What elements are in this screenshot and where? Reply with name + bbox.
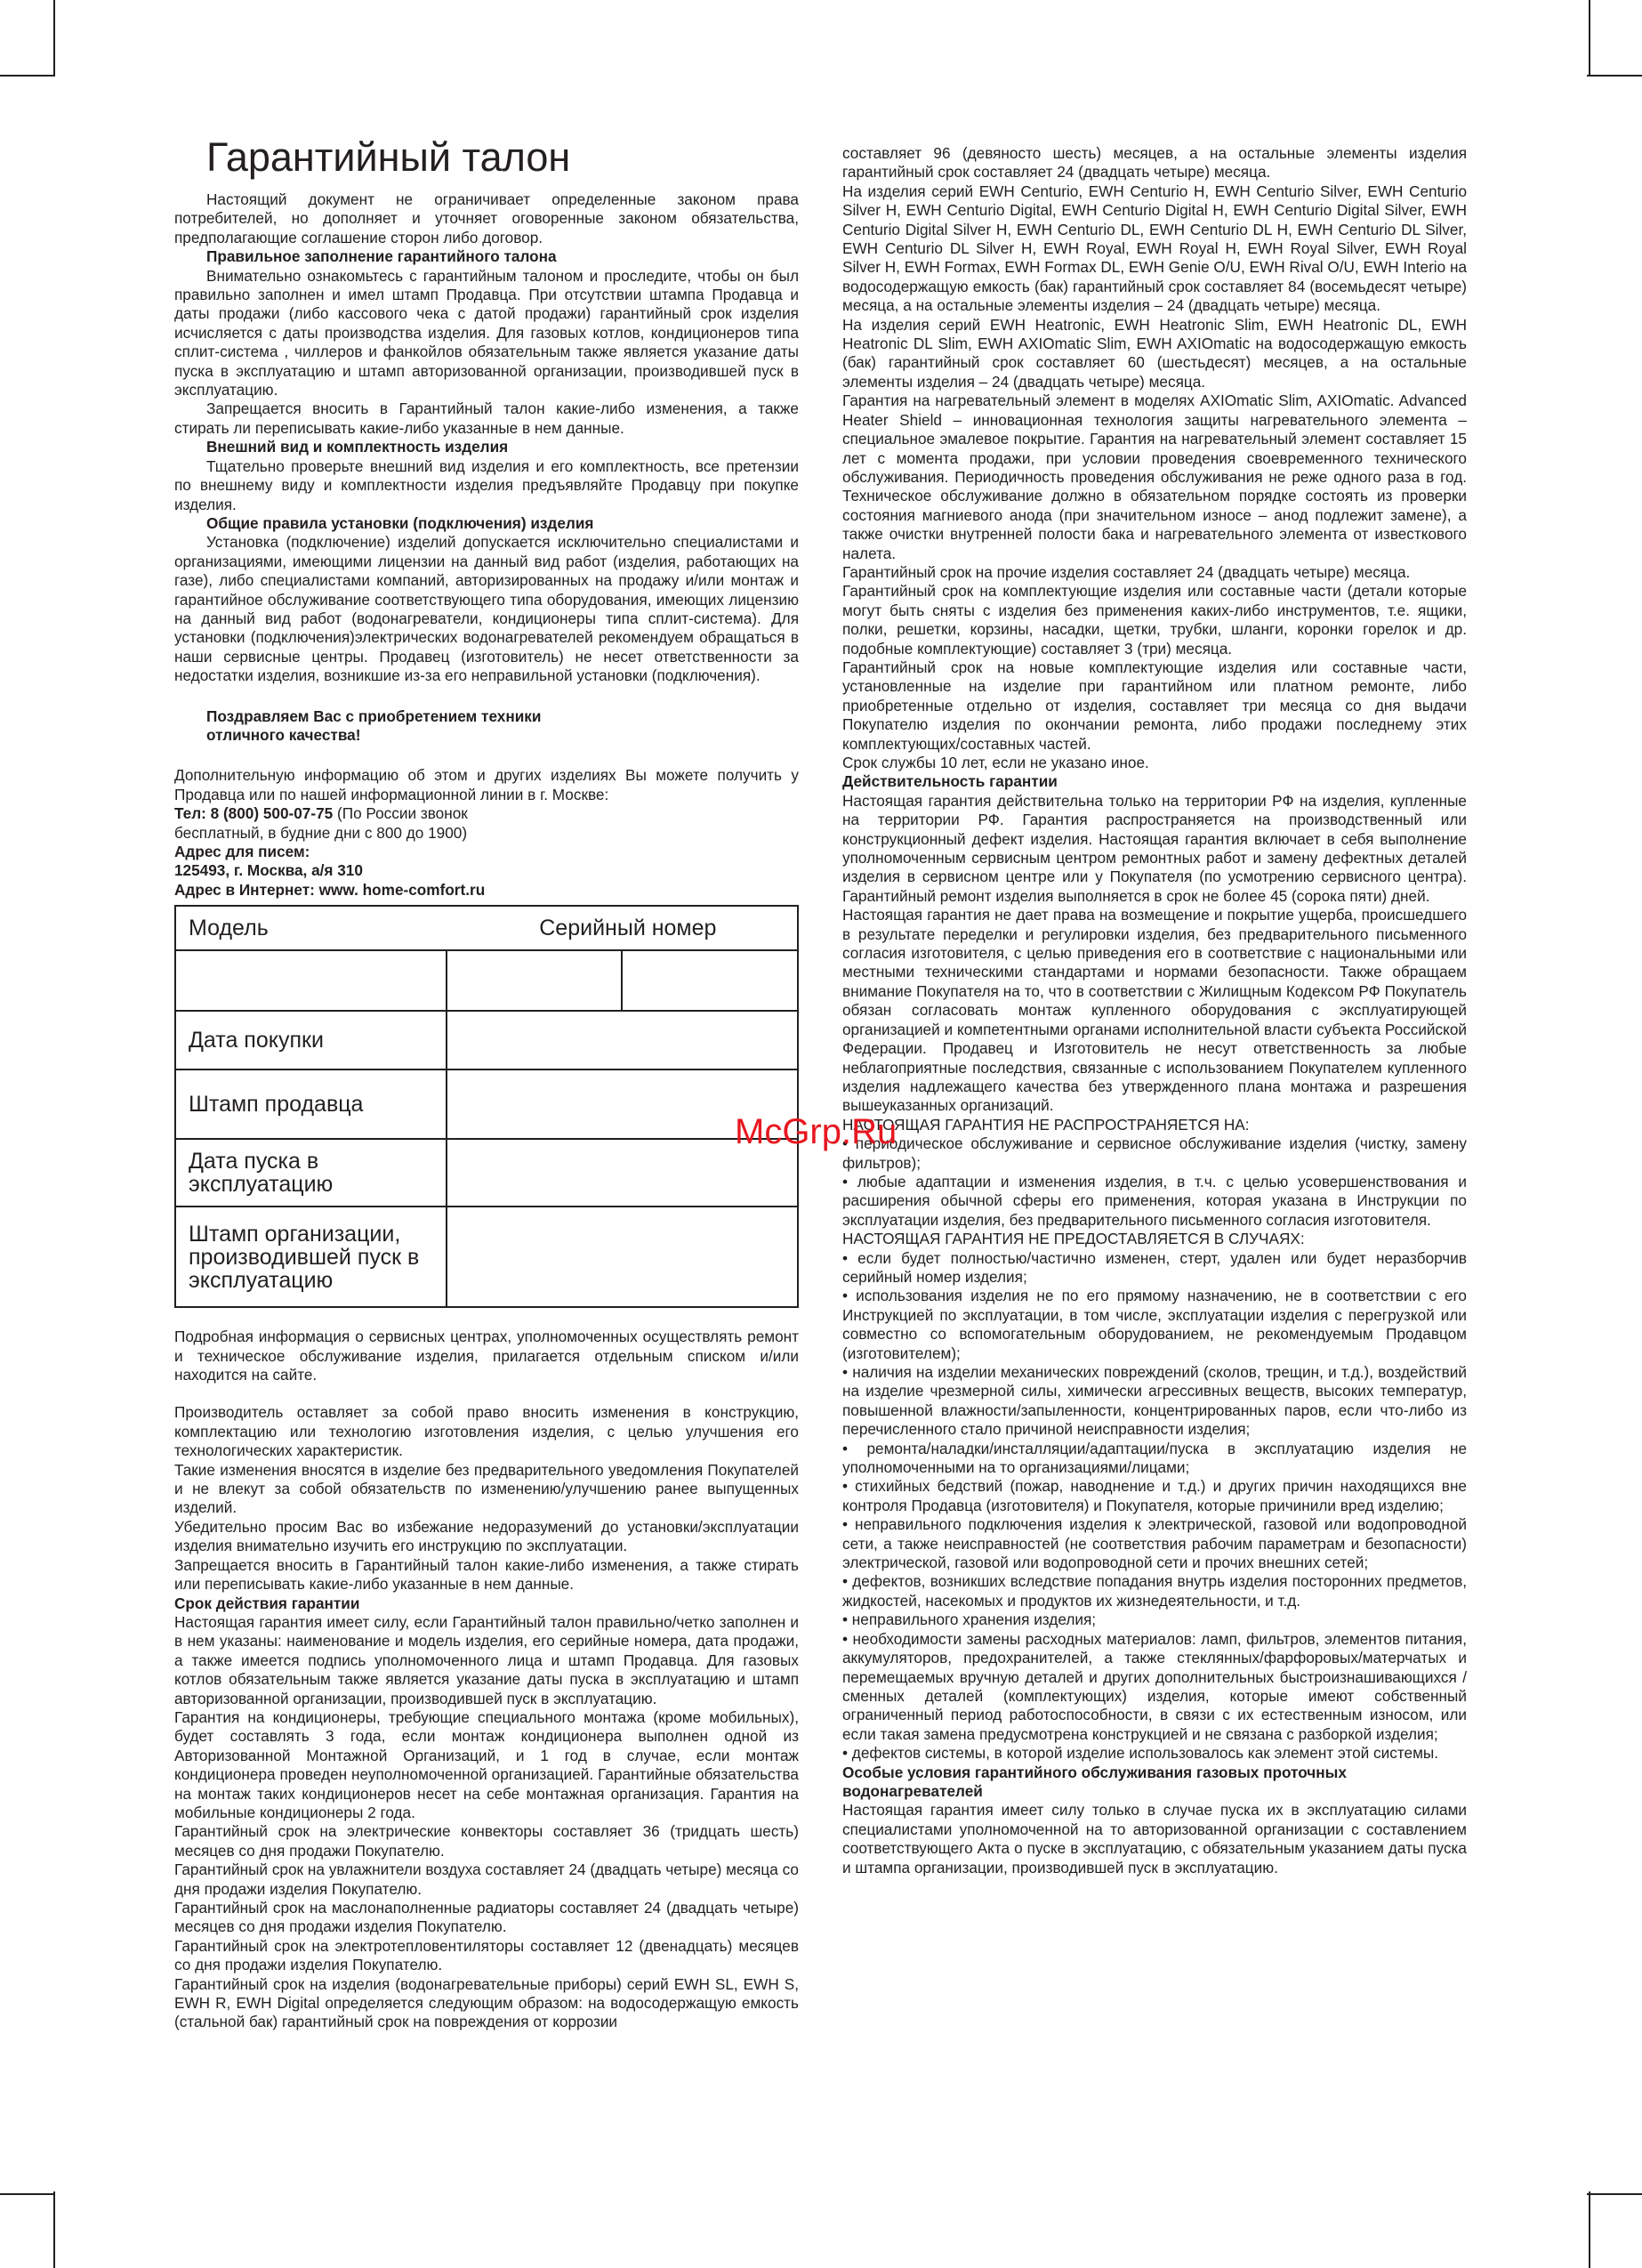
paragraph: Гарантийный срок на электротепловентиляторы составляет 12 (двенадцать) месяцев со дня продажи изделия Покупателю. (174, 1936, 799, 1974)
paragraph: Срок службы 10 лет, если не указано иное. (842, 754, 1149, 771)
paragraph: Убедительно просим Вас во избежание недоразумений до установки/эксплуатации изделия внимательно изучить его инструкцию по эксплуатации. (174, 1517, 799, 1555)
model-label: Модель (175, 906, 447, 950)
list-item: • дефектов системы, в которой изделие использовалось как элемент этой системы. (842, 1744, 1439, 1763)
address: 125493, г. Москва, а/я 310 (174, 861, 363, 880)
paragraph: Гарантийный срок на комплектующие изделия или составные части (детали которые могут быть сняты с изделия без применения каких-либо инструментов, т.е. ящики, полки, решетки, корзины, насадки, щетки, трубки, шланги, коронки горелок и др. подобные комплектующие) составляет 3 (три) месяца. (842, 582, 1467, 658)
phone-note: (По России звонок (333, 804, 468, 823)
paragraph: Настоящая гарантия действительна только на территории РФ на изделия, купленные на территории РФ. Гарантия распространяется на производственный или конструкционный дефект изделия. Настоящая гарантия включает в себя выполнение уполномоченным сервисным центром ремонтных работ и замену дефектных деталей изделия в сервисном центре или у Покупателя (по усмотрению сервисного центра). Гарантийный ремонт изделия выполняется в срок не более 45 (сорока пяти) дней. (842, 791, 1467, 905)
paragraph: составляет 96 (девяносто шесть) месяцев, а на остальные элементы изделия гарантийный срок составляет 24 (двадцать четыре) месяца. (842, 144, 1467, 182)
paragraph: Гарантийный срок на увлажнители воздуха составляет 24 (двадцать четыре) месяца со дня продажи изделия Покупателю. (174, 1860, 799, 1898)
section-heading: Срок действия гарантии (174, 1594, 360, 1612)
crop-mark (1589, 0, 1590, 77)
paragraph: Подробная информация о сервисных центрах, уполномоченных осуществлять ремонт и техническое обслуживание изделия, прилагается отдельным списком и/или находится на сайте. (174, 1328, 799, 1384)
paragraph: Производитель оставляет за собой право вносить изменения в конструкцию, комплектацию или технологию изготовления изделия, с целью улучшения его технологических характеристик. (174, 1403, 799, 1460)
list-item: • любые адаптации и изменения изделия, в т.ч. с целью усовершенствования и расширения обычной сферы его применения, которая указана в Инструкции по эксплуатации изделия, без предварительного письменного согласия изготовителя. (842, 1172, 1467, 1229)
paragraph: На изделия серий EWH Centurio, EWH Centurio H, EWH Centurio Silver, EWH Centurio Silver H, EWH Centurio Digital, EWH Centurio Digital H, EWH Centurio Digital Silver, EWH Centurio Digital Silver H, EWH Centurio DL, EWH Centurio DL H, EWH Centurio DL Silver, EWH Centurio DL Silver H, EWH Royal, EWH Royal H, EWH Royal Silver, EWH Royal Silver H, EWH Formax, EWH Formax DL, EWH Genie O/U, EWH Rival O/U, EWH Interio на водосодержащую емкость (бак) гарантийный срок составляет 84 (восемьдесят четыре) месяца, а на остальные элементы изделия – 24 (двадцать четыре) месяца. (842, 182, 1467, 315)
list-heading: НАСТОЯЩАЯ ГАРАНТИЯ НЕ РАСПРОСТРАНЯЕТСЯ НА: (842, 1115, 1250, 1134)
paragraph: Внимательно ознакомьтесь с гарантийным талоном и проследите, чтобы он был правильно заполнен и имел штамп Продавца. При отсутствии штампа Продавца и даты продажи (либо кассового чека с датой продажи) гарантийный срок изделия исчисляется с даты производства изделия. Для газовых котлов, кондиционеров типа сплит-система , чиллеров и фанкойлов обязательным также является указание даты пуска в эксплуатацию и штамп авторизованной организации, производившей пуск в эксплуатацию. (174, 266, 799, 400)
list-item: • дефектов, возникших вследствие попадания внутрь изделия посторонних предметов, жидкостей, насекомых и продуктов их жизнедеятельности, и т.д. (842, 1572, 1467, 1610)
section-heading: Особые условия гарантийного обслуживания газовых проточных водонагревателей (842, 1763, 1347, 1800)
seller-stamp-label: Штамп продавца (175, 1069, 447, 1139)
serial-label: Серийный номер (447, 906, 798, 950)
congrats-line: отличного качества! (206, 725, 361, 744)
address-label: Адрес для писем: (174, 843, 310, 860)
paragraph: Гарантийный срок на новые комплектующие изделия или составные части, установленные на изделие при гарантийном или платном ремонте, либо приобретенные отдельно от изделия, составляет три месяца со дня выдачи Покупателю изделия по окончании ремонта, либо продажи последнему этих комплектующих/составных частей. (842, 658, 1467, 753)
paragraph: Гарантийный срок на маслонаполненные радиаторы составляет 24 (двадцать четыре) месяцев со дня продажи изделия Покупателю. (174, 1899, 799, 1936)
paragraph: Запрещается вносить в Гарантийный талон какие-либо изменения, а также стирать или переписывать какие-либо указанные в нем данные. (174, 1555, 799, 1594)
crop-mark (0, 2193, 55, 2195)
crop-mark (53, 2191, 55, 2268)
paragraph: Запрещается вносить в Гарантийный талон какие-либо изменения, а также стирать ли переписывать какие-либо указанные в нем данные. (174, 400, 799, 437)
list-item: • неправильного хранения изделия; (842, 1610, 1097, 1629)
paragraph: Гарантийный срок на электрические конвекторы составляет 36 (тридцать шесть) месяцев со дня продажи Покупателю. (174, 1822, 799, 1860)
phone-hours: бесплатный, в будние дни с 800 до 1900) (174, 823, 468, 842)
paragraph: Тщательно проверьте внешний вид изделия и его комплектность, все претензии по внешнему виду и комплектности изделия предъявляйте Продавцу при покупке изделия. (174, 456, 799, 513)
paragraph: Настоящая гарантия не дает права на возмещение и покрытие ущерба, происшедшего в результате переделки и регулировки изделия, без предварительного письменного согласия изготовителя, с целью приведения его в соответствие с национальными или местными техническими стандартами и нормами безопасности. Также обращаем внимание Покупателя на то, что в соответствии с Жилищным Кодексом РФ Покупатель обязан согласовать монтаж купленного оборудования с эксплуатирующей организацией и компетентными органами исполнительной власти субъекта Российской Федерации. Продавец и Изготовитель не несут ответственность за любые неблагоприятные последствия, связанные с использованием Покупателем купленного изделия надлежащего качества без утвержденного плана монтажа и разрешения вышеуказанных организаций. (842, 906, 1467, 1115)
phone-line (174, 804, 799, 823)
start-date-label: Дата пуска в эксплуатацию (175, 1139, 447, 1207)
paragraph: На изделия серий EWH Heatronic, EWH Heatronic Slim, EWH Heatronic DL, EWH Heatronic DL Slim, EWH AXIOmatic Slim, EWH AXIOmatic на водосодержащую емкость (бак) гарантийный срок составляет 60 (шестьдесят) месяцев, а на остальные элементы изделия – 24 (двадцать четыре) месяца. (842, 315, 1467, 391)
list-item: • необходимости замены расходных материалов: ламп, фильтров, элементов питания, аккумуляторов, предохранителей, а также стеклянных/фарфоровых/матерчатых и перемещаемых вручную деталей и других дополнительных быстроизнашивающихся /сменных деталей (комплектующих) изделия, которые имеют собственный ограниченный период работоспособности, в связи с их естественным износом, или если такая замена предусмотрена конструкцией и не связана с разборкой изделия; (842, 1629, 1467, 1743)
purchase-date-field[interactable] (447, 1011, 798, 1069)
org-stamp-field[interactable] (447, 1207, 798, 1307)
left-column (174, 133, 799, 2032)
list-item: • использования изделия не по его прямому назначению, не в соответствии с его Инструкцией по эксплуатации, в том числе, эксплуатации изделия с перегрузкой или совместно со вспомогательным оборудованием, не рекомендуемым Продавцом (изготовителем); (842, 1287, 1467, 1362)
list-item: • периодическое обслуживание и сервисное обслуживание изделия (чистку, замену фильтров); (842, 1134, 1467, 1172)
serial-field[interactable] (622, 950, 798, 1011)
crop-mark (53, 0, 55, 77)
contact-info: Дополнительную информацию об этом и других изделиях Вы можете получить у Продавца или по нашей информационной линии в г. Москве: (174, 766, 799, 803)
paragraph: Настоящая гарантия имеет силу только в случае пуска их в эксплуатацию силами специалистами уполномоченной на то авторизованной организации с составлением соответствующего Акта о пуске в эксплуатацию, с обязательным указанием даты пуска и штампа организации, производившей пуск в эксплуатацию. (842, 1801, 1467, 1877)
congrats-line: Поздравляем Вас с приобретением техники (206, 706, 542, 725)
section-heading: Внешний вид и комплектность изделия (206, 438, 509, 456)
paragraph: Гарантия на кондиционеры, требующие специального монтажа (кроме мобильных), будет составлять 3 года, если монтаж кондиционера выполнен одной из Авторизованной Монтажной Организаций, и 1 год в случае, если монтаж кондиционера проведен неуполномоченной организацией. Гарантийные обязательства на монтаж таких кондиционеров несет на себе монтажная организация. Гарантия на мобильные кондиционеры 2 года. (174, 1707, 799, 1821)
list-item: • ремонта/наладки/инсталляции/адаптации/пуска в эксплуатацию изделия не уполномоченными на то организациями/лицами; (842, 1439, 1467, 1477)
list-item: • если будет полностью/частично изменен, стерт, удален или будет неразборчив серийный номер изделия; (842, 1248, 1467, 1286)
intro-paragraph: Настоящий документ не ограничивает определенные законом права потребителей, но дополняет и уточняет оговоренные законом обязательства, предполагающие соглашение сторон либо договор. (174, 190, 799, 246)
model-field[interactable] (175, 950, 447, 1011)
serial-field[interactable] (447, 950, 621, 1011)
section-heading: Общие правила установки (подключения) изделия (206, 513, 594, 532)
list-heading: НАСТОЯЩАЯ ГАРАНТИЯ НЕ ПРЕДОСТАВЛЯЕТСЯ В СЛУЧАЯХ: (842, 1230, 1305, 1248)
list-item: • наличия на изделии механических повреждений (сколов, трещин, и т.д.), воздействий на изделие чрезмерной силы, химически агрессивных веществ, высоких температур, повышенной влажности/запыленности, концентрированных паров, если что-либо из перечисленного стало причиной неисправности изделия; (842, 1363, 1467, 1439)
right-column (842, 144, 1467, 1877)
paragraph: Гарантийный срок на прочие изделия составляет 24 (двадцать четыре) месяца. (842, 562, 1411, 581)
list-item: • стихийных бедствий (пожар, наводнение и т.д.) и других причин находящихся вне контроля Продавца (изготовителя) и Покупателя, которые причинили вред изделию; (842, 1477, 1467, 1514)
paragraph: Установка (подключение) изделий допускается исключительно специалистами и организациями, имеющими лицензии на данный вид работ (изделия, работающих на газе), либо специалистами компаний, авторизированных на продажу и/или монтаж и гарантийное обслуживание соответствующего типа оборудования, имеющих лицензию на данный вид работ (водонагреватели, кондиционеры типа сплит-система). Для установки (подключения)электрических водонагревателей рекомендуем обращаться в наши сервисные центры. Продавец (изготовитель) не несет ответственности за недостатки изделия, возникшие из-за его неправильной установки (подключения). (174, 533, 799, 685)
crop-mark (0, 75, 55, 77)
crop-mark (1587, 75, 1642, 77)
crop-mark (1589, 2191, 1590, 2268)
paragraph: Гарантийный срок на изделия (водонагревательные приборы) серий EWH SL, EWH S, EWH R, EWH Digital определяется следующим образом: на водосодержащую емкость (стальной бак) гарантийный срок на повреждения от коррозии (174, 1974, 799, 2031)
crop-mark (1587, 2193, 1642, 2195)
phone-number: Тел: 8 (800) 500-07-75 (174, 804, 334, 823)
section-heading: Действительность гарантии (842, 772, 1058, 791)
paragraph: Гарантия на нагревательный элемент в моделях AXIOmatic Slim, AXIOmatic. Advanced Heater Shield – инновационная технология защиты нагревательного элемента – специальное эмалевое покрытие. Гарантия на нагревательный элемент составляет 15 лет с момента продажи, при условии проведения своевременного технического обслуживания. Периодичность проведения обслуживания не реже одного раза в год. Техническое обслуживание должно в обязательном порядке состоять из проверки состояния магниевого анода (при значительном износе – анод подлежит замене), а также очистки внутренней полости бака и нагревательного элемента от известкового налета. (842, 391, 1467, 562)
website: Адрес в Интернет: www. home-comfort.ru (174, 880, 486, 899)
section-heading: Правильное заполнение гарантийного талона (206, 247, 557, 266)
paragraph: Настоящая гарантия имеет силу, если Гарантийный талон правильно/четко заполнен и в нем указаны: наименование и модель изделия, его серийные номера, дата продажи, а также имеется подпись уполномоченного лица и штамп Продавца. Для газовых котлов обязательным также является указание даты пуска в эксплуатацию и штамп авторизованной организации, производившей пуск в эксплуатацию. (174, 1612, 799, 1707)
warranty-form-table (174, 905, 799, 1308)
purchase-date-label: Дата покупки (175, 1011, 447, 1069)
list-item: • неправильного подключения изделия к электрической, газовой или водопроводной сети, а также неисправностей (не соответствия рабочим параметрам и безопасности) электрической, газовой или водопроводной сети и прочих внешних сетей; (842, 1515, 1467, 1572)
paragraph: Такие изменения вносятся в изделие без предварительного уведомления Покупателей и не влекут за собой обязательств по изменению/улучшению ранее выпущенных изделий. (174, 1460, 799, 1517)
watermark: McGrp.Ru (735, 1112, 897, 1151)
org-stamp-label: Штамп организации, производившей пуск в эксплуатацию (175, 1207, 447, 1307)
page-title: Гарантийный талон (206, 134, 571, 180)
